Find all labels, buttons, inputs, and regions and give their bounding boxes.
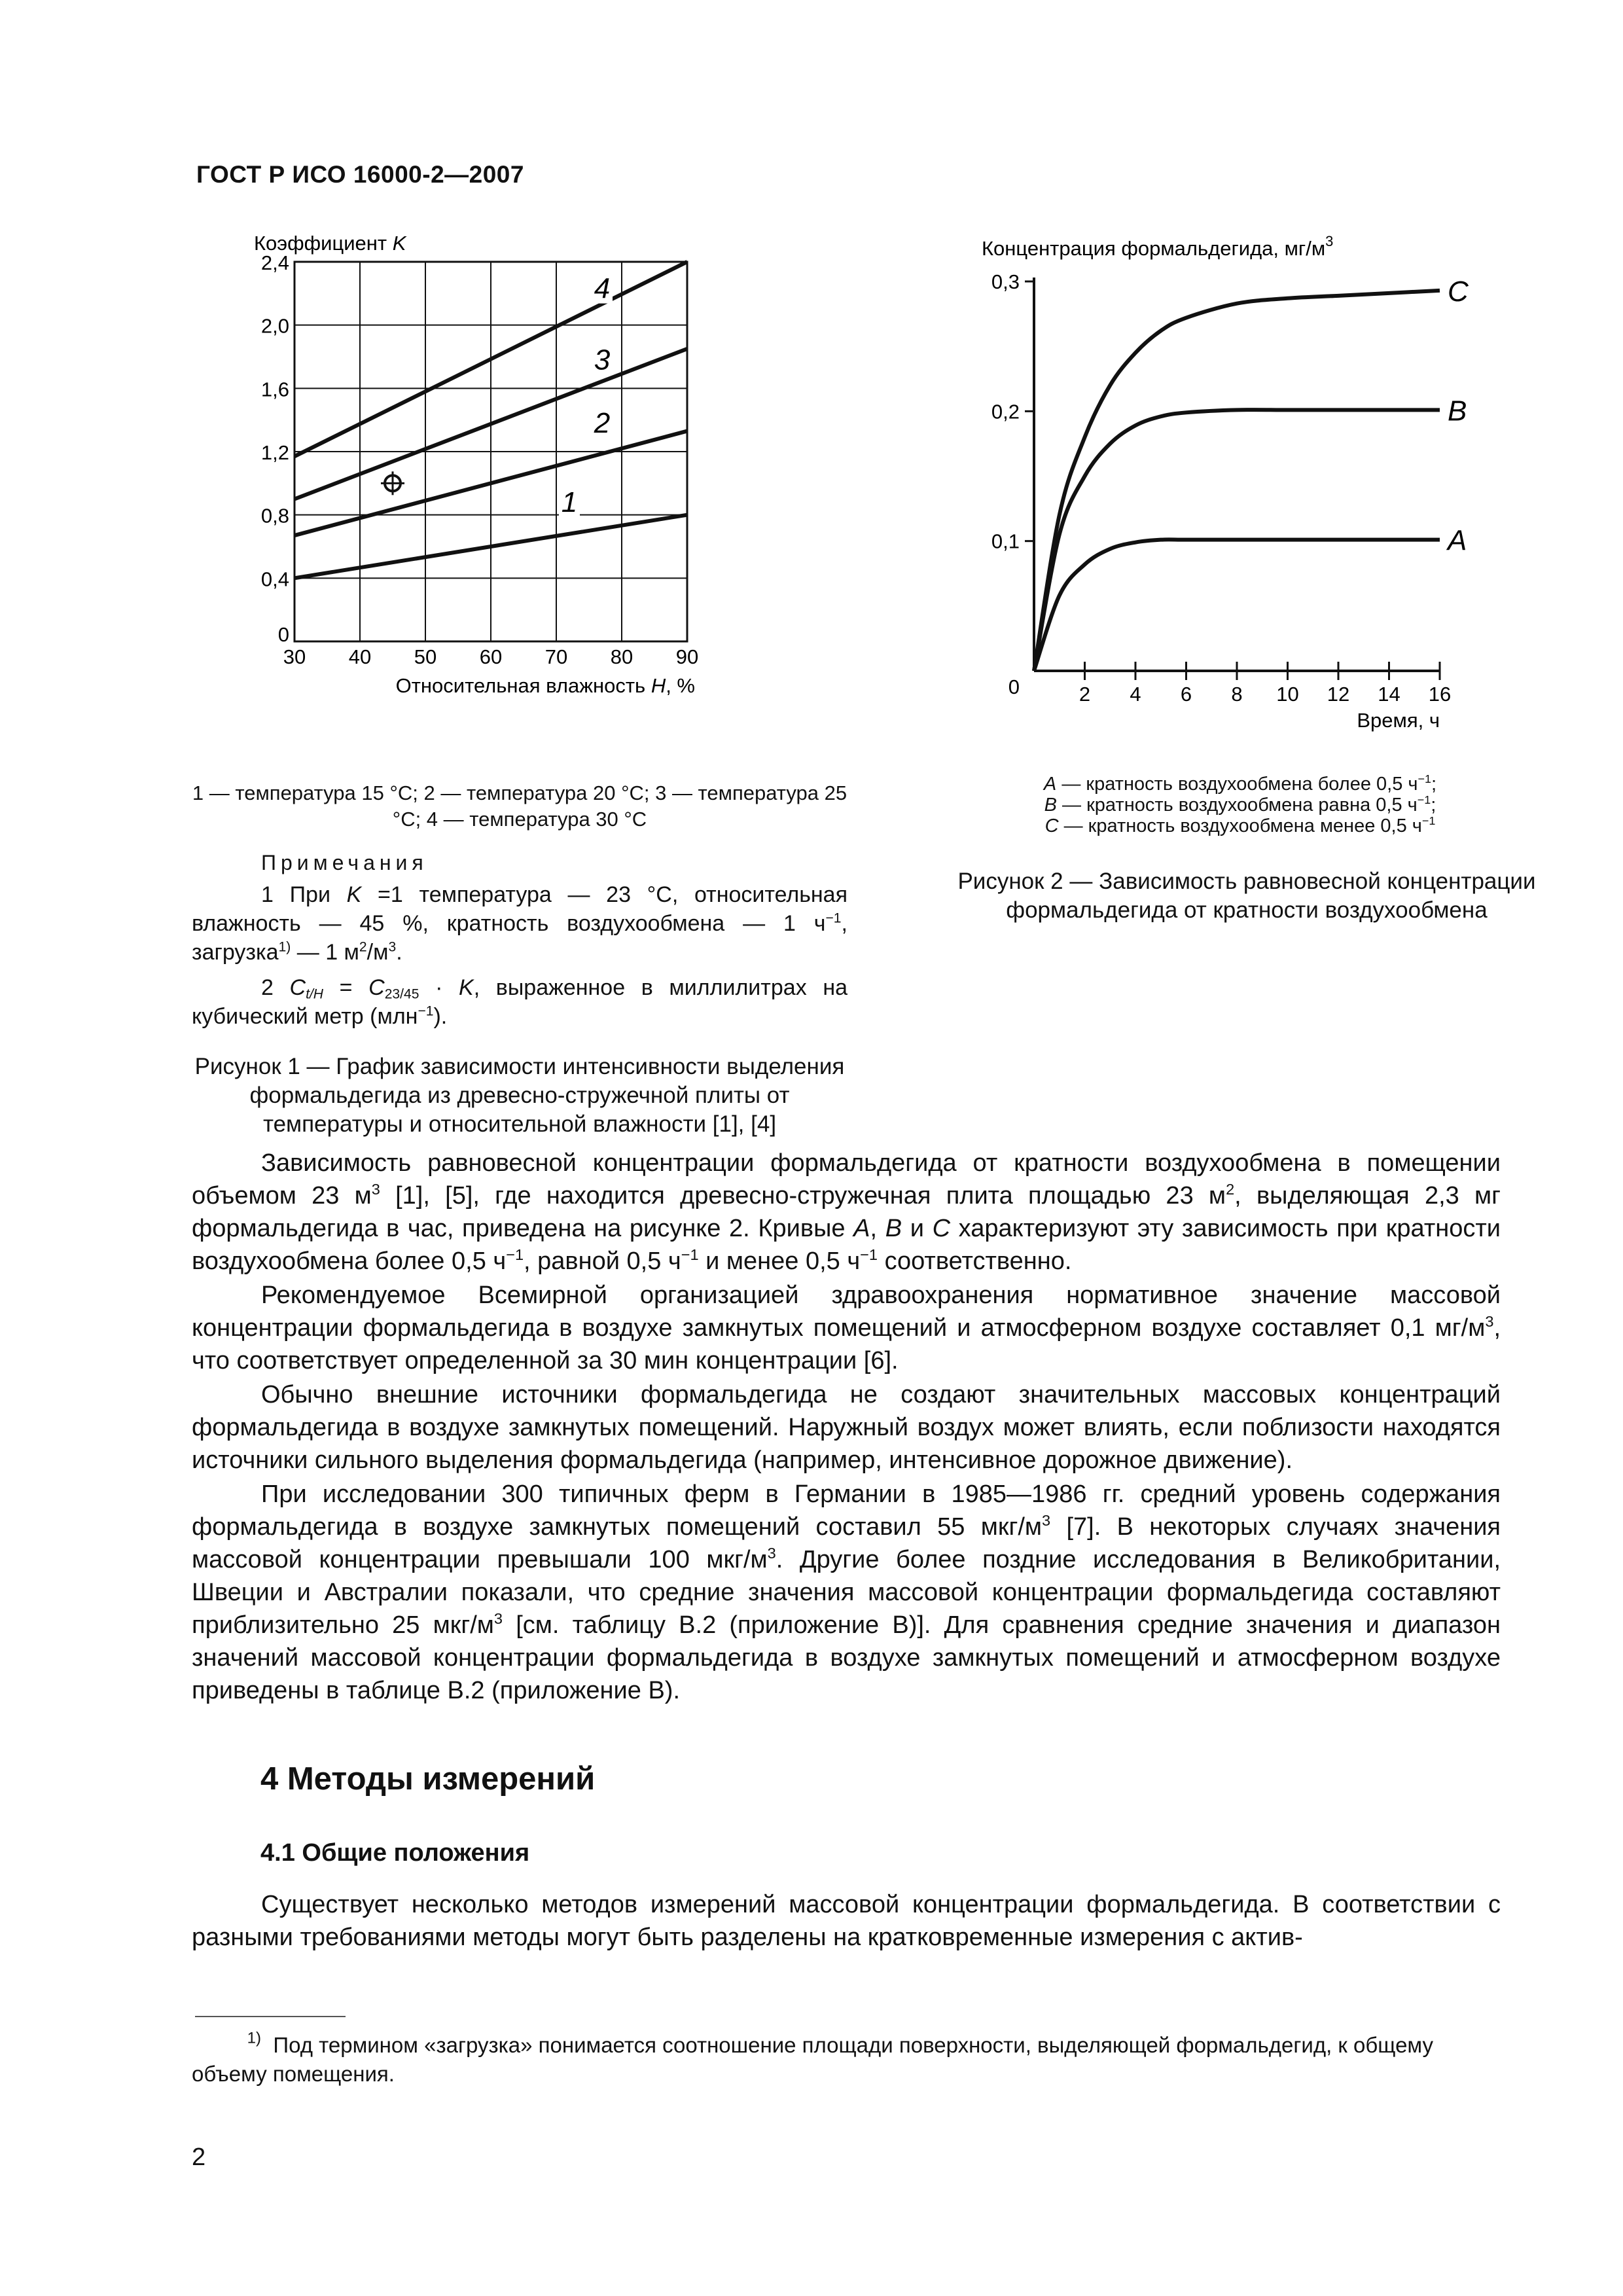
y-tick-label: 1,6 (260, 378, 289, 401)
p4-fragment: 3 (1042, 1511, 1051, 1529)
note-2 (192, 973, 847, 1031)
x-tick-label: 60 (479, 645, 503, 668)
series-label-B: B (1448, 395, 1467, 427)
x-tick-label: 6 (1180, 683, 1192, 706)
note-2-end: ). (433, 1004, 448, 1029)
paragraph-4 (192, 1478, 1501, 1707)
note-1-text-3: , загрузка (192, 911, 847, 965)
note-2-sub-2: 23/45 (384, 986, 419, 1002)
series-curve-A (1034, 539, 1440, 671)
x-tick-label: 2 (1079, 683, 1091, 706)
note-1-text-5: /м (366, 940, 389, 965)
body-text (192, 1147, 1501, 1708)
series-label-4: 4 (594, 272, 611, 305)
p1-fragment: соответственно. (878, 1247, 1072, 1275)
note-1-end: . (396, 940, 402, 965)
figure1-chart (216, 226, 825, 749)
note-1-k: K (346, 882, 362, 907)
footnote (192, 2031, 1501, 2089)
p1-fragment: Зависимость равновесной концентрации формальдегида от кратности воздухообмена в помещении объемом 23 м (192, 1149, 1501, 1210)
p1-fragment: 3 (371, 1180, 380, 1198)
p1-fragment: 2 (1226, 1180, 1235, 1198)
note-2-c2: C (368, 975, 385, 1000)
paragraph-1 (192, 1147, 1501, 1278)
note-2-text: 2 (261, 975, 290, 1000)
figure1-notes (192, 851, 847, 1031)
note-2-dot: · (419, 975, 459, 1000)
y-tick-label: 0,2 (991, 400, 1020, 423)
x-tick-label: 50 (414, 645, 437, 668)
legend-sup: −1 (1417, 793, 1431, 807)
y-tick-label: 0 (277, 623, 289, 646)
legend-sup: −1 (1418, 772, 1432, 786)
legend-letter: A (1043, 774, 1057, 795)
p1-fragment: −1 (860, 1246, 878, 1263)
legend-sup: −1 (1421, 814, 1436, 828)
p1-fragment: , выделяющая 2,3 мг формальдегида в час, приведена на рисунке 2. Кривые (192, 1182, 1501, 1242)
p4-fragment: [см. таблицу В.2 (приложение В)]. Для сравнения средние значения и диапазон значений массовой концентрации формальдегида в воздухе замкнутых помещений и атмосферном воздухе приведены в таблице В.2 (приложение В). (192, 1611, 1501, 1704)
y-axis-label: Концентрация формальдегида, $мг/м^3$ (982, 233, 1334, 260)
note-2-sub: t/H (306, 986, 324, 1002)
p4-fragment: 3 (767, 1544, 776, 1562)
y-axis-label: Коэффициент K (254, 232, 406, 255)
legend-text: — кратность воздухообмена менее 0,5 ч (1058, 816, 1422, 836)
figure1-legend (192, 780, 847, 833)
y-tick-label: 0,4 (260, 567, 289, 591)
series-label-A: A (1448, 524, 1467, 557)
x-tick-label: 90 (675, 645, 699, 668)
legend-item-B (916, 795, 1564, 816)
note-1-text-2: =1 температура — 23 °С, относительная влажность — 45 %, кратность воздухообмена — 1 ч (192, 882, 848, 936)
legend-letter: B (1044, 795, 1057, 816)
series-label-1: 1 (561, 486, 578, 518)
p2-fragment: , что соответствует определенной за 30 мин концентрации [6]. (192, 1314, 1501, 1374)
x-tick-label: 80 (610, 645, 633, 668)
document-header: ГОСТ Р ИСО 16000-2—2007 (196, 161, 524, 188)
x-tick-label: 30 (283, 645, 306, 668)
note-2-k: K (459, 975, 474, 1000)
legend-item-A (916, 774, 1564, 795)
x-axis-label: Относительная влажность H, % (395, 674, 695, 697)
section-title: 4 Методы измерений (260, 1761, 596, 1797)
p1-fragment: , (870, 1215, 885, 1242)
note-1-text: 1 При (261, 882, 347, 907)
series-curve-C (1034, 291, 1440, 671)
note-2-text-2: , выраженное в миллилитрах на кубический метр (млн (192, 975, 848, 1029)
figure1-plot (254, 232, 698, 697)
page-number: 2 (192, 2144, 206, 2171)
subsection-title: 4.1 Общие положения (260, 1839, 530, 1867)
p4-fragment: 3 (493, 1609, 503, 1627)
series-label-C: C (1448, 275, 1469, 308)
footnote-divider (195, 2016, 346, 2017)
x-tick-label: 10 (1276, 683, 1299, 706)
note-1-sup-2: 2 (359, 939, 367, 955)
figure2-legend (916, 774, 1564, 836)
legend-end: ; (1431, 795, 1436, 816)
p4-fragment: При исследовании 300 типичных ферм в Германии в 1985—1986 гг. средний уровень содержания формальдегида в воздухе замкнутых помещений составил 55 мкг/м (192, 1480, 1501, 1541)
p1-fragment: и менее 0,5 ч (698, 1247, 861, 1275)
footnote-mark: 1) (247, 2029, 261, 2047)
figure2-plot (982, 233, 1469, 732)
note-2-sup: −1 (418, 1003, 434, 1019)
y-tick-label: 1,2 (260, 441, 289, 464)
p1-fragment: B (885, 1215, 902, 1242)
legend-text: — кратность воздухообмена равна 0,5 ч (1057, 795, 1418, 816)
p1-fragment: A (853, 1215, 870, 1242)
p2-fragment: Рекомендуемое Всемирной организацией здравоохранения нормативное значение массовой концентрации формальдегида в воздухе замкнутых помещений и атмосферном воздухе составляет 0,1 мг/м (192, 1282, 1501, 1342)
y-tick-label: 2,0 (260, 314, 289, 338)
x-tick-label: 40 (348, 645, 372, 668)
note-2-c: C (289, 975, 306, 1000)
y-tick-label: 0,3 (991, 270, 1020, 293)
figure1-caption: Рисунок 1 — График зависимости интенсивности выделения формальдегида из древесно-стружечной плиты от температуры и относительной влажности [1], [4] (194, 1054, 845, 1137)
footnote-text: Под термином «загрузка» понимается соотношение площади поверхности, выделяющей формальдегид, к общему объему помещения. (192, 2033, 1433, 2086)
p1-fragment: C (932, 1215, 951, 1242)
y-tick-label: 0 (1008, 675, 1020, 698)
x-tick-label: 14 (1378, 683, 1400, 706)
note-1-sup-3: 3 (388, 939, 397, 955)
p1-fragment: [1], [5], где находится древесно-стружечная плита площадью 23 м (380, 1182, 1226, 1210)
note-1-text-4: — 1 м (291, 940, 359, 965)
p1-fragment: характеризуют эту зависимость при кратности воздухообмена более 0,5 ч (192, 1215, 1501, 1275)
legend-end: ; (1431, 774, 1437, 795)
note-1-sup: −1 (825, 910, 842, 926)
footnote-ref: 1) (278, 939, 291, 955)
series-label-3: 3 (594, 344, 611, 376)
figure2-chart (969, 226, 1531, 749)
section-body (192, 1888, 1501, 1955)
p4-fragment: . Другие более поздние исследования в Великобритании, Швеции и Австралии показали, что средние значения массовой концентрации формальдегида составляют приблизительно 25 мкг/м (192, 1546, 1501, 1639)
y-tick-label: 2,4 (260, 251, 289, 274)
x-tick-label: 70 (544, 645, 568, 668)
p1-fragment: и (902, 1215, 933, 1242)
y-tick-label: 0,1 (991, 529, 1020, 553)
figure2-caption: Рисунок 2 — Зависимость равновесной концентрации формальдегида от кратности воздухообмена (957, 869, 1536, 923)
figure1-legend-text: 1 — температура 15 °С; 2 — температура 20 °С; 3 — температура 25 °С; 4 — температура 30 °С (192, 781, 847, 831)
p1-fragment: −1 (506, 1246, 524, 1263)
x-tick-label: 8 (1231, 683, 1243, 706)
p1-fragment: −1 (681, 1246, 699, 1263)
x-tick-label: 12 (1327, 683, 1350, 706)
p1-fragment: , равной 0,5 ч (524, 1247, 681, 1275)
note-2-eq: = (323, 975, 369, 1000)
note-1 (192, 880, 847, 967)
paragraph-3: Обычно внешние источники формальдегида не создают значительных массовых концентраций формальдегида в воздухе замкнутых помещений. Наружный воздух может влиять, если поблизости находятся источники сильного выделения формальдегида (например, интенсивное дорожное движение). (192, 1381, 1501, 1474)
p4-fragment: [7]. В некоторых случаях значения массовой концентрации превышали 100 мкг/м (192, 1513, 1501, 1573)
section-paragraph-1: Существует несколько методов измерений массовой концентрации формальдегида. В соответствии с разными требованиями методы могут быть разделены на кратковременные измерения с актив- (192, 1891, 1501, 1951)
series-label-2: 2 (594, 407, 611, 439)
x-tick-label: 16 (1428, 683, 1452, 706)
x-tick-label: 4 (1130, 683, 1141, 706)
legend-text: — кратность воздухообмена более 0,5 ч (1056, 774, 1418, 795)
y-tick-label: 0,8 (260, 504, 289, 528)
x-axis-label: Время, ч (1357, 709, 1440, 732)
legend-letter: C (1044, 816, 1059, 836)
p2-fragment: 3 (1485, 1312, 1494, 1330)
legend-item-C (916, 816, 1564, 836)
notes-title: Примечания (261, 851, 428, 874)
paragraph-2 (192, 1279, 1501, 1377)
